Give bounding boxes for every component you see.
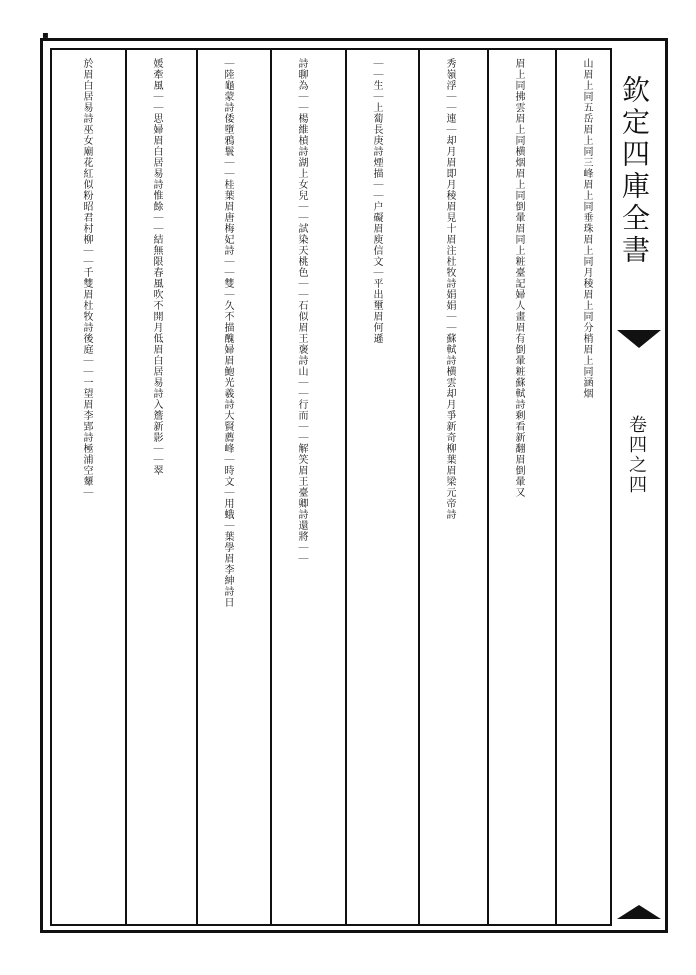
text-column-2: 眉上同拂雲眉上同横烟眉上同倒暈眉同上粧臺記婦人畫眉有倒暈粧蘇軾詩剩看新翻眉倒暈又 [513, 58, 524, 498]
text-column-6: ｜陸龜蒙詩倭墮鴉鬟｜｜桂葉眉唐梅妃詩｜｜雙｜久不描醜婦眉鮑光羲詩大賢薦峰｜時文｜用蛾｜葉學眉李紳詩日 [222, 58, 233, 608]
column-rule [418, 49, 420, 925]
fishtail-top-mark [617, 330, 661, 348]
text-column-4: ｜｜生｜上蔔長庚詩煙描｜｜户礙眉庾信文｜平出壐眉何遜 [371, 58, 382, 344]
column-rule [196, 49, 198, 925]
column-rule [345, 49, 347, 925]
text-column-7: 媛牽風｜｜思婦眉白居易詩惟餘｜｜結無限春風吹不開月低眉白居易詩入簷新影｜｜翠 [151, 58, 162, 476]
column-rule [487, 49, 489, 925]
fishtail-bottom-mark [617, 905, 661, 919]
text-column-8: 於眉白居易詩巫女廟花紅似粉昭君村柳｜｜千雙眉杜牧詩後庭｜｜一望眉李郢詩極浦空顰｜ [81, 58, 92, 498]
text-column-1: 山眉上同五岳眉上同三峰眉上同垂珠眉上同月稜眉上同分梢眉上同涵烟 [581, 58, 592, 399]
column-rule [270, 49, 272, 925]
column-rule [125, 49, 127, 925]
text-column-3: 秀嶺浮｜｜連｜却月眉即月稜眉見十眉注杜牧詩娟娟｜｜蘇軾詩横雲却月爭新奇柳葉眉梁元帝詩 [444, 58, 455, 520]
corner-mark: ▪ [42, 30, 49, 41]
margin-title: 欽定四庫全書 [618, 75, 651, 267]
text-column-5: 詩聊為｜｜楊維楨詩湖上女兒｜｜試染天桃色｜｜石似眉王褒詩山｜｜行而｜｜解笑眉王臺卿詩還將｜｜ [296, 58, 307, 564]
margin-volume: 卷四之四 [626, 415, 647, 495]
column-rule [555, 49, 557, 925]
